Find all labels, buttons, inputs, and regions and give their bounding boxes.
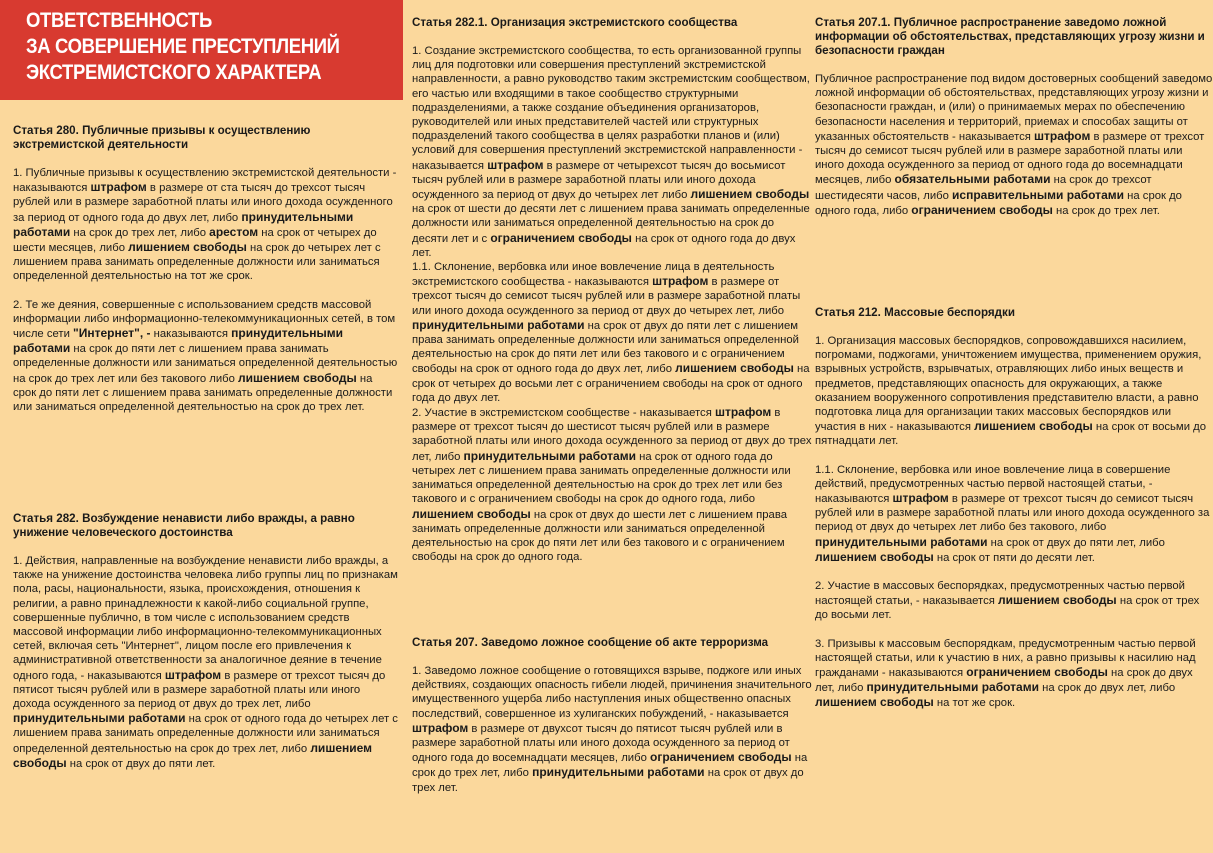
article-212: [815, 306, 1213, 725]
article-207: [412, 636, 812, 809]
banner-title-line: ОТВЕТСТВЕННОСТЬ: [26, 8, 212, 32]
header-banner: [0, 0, 403, 100]
article-280: [13, 124, 398, 428]
article-paragraph: 1. Заведомо ложное сообщение о готовящихся взрыве, поджоге или иных действиях, создающих опасность гибели людей, причинения значительного имущественного ущерба либо наступления иных общественно опасных последствий, совершенное из хулиганских побуждений, - наказывается штрафом в размере от двухсот тысяч до пятисот тысяч рублей или в размере заработной платы или иного дохода осужденного за период от одного года до восемнадцати месяцев, либо ограничением свободы на срок до трех лет, либо принудительными работами на срок от двух до трех лет.: [412, 665, 812, 794]
article-paragraph: 1.1. Склонение, вербовка или иное вовлечение лица в деятельность экстремистского сообщества - наказываются штрафом в размере от трехсот тысяч до семисот тысяч рублей или в размере заработной платы или иного дохода осужденного за период от двух до четырех лет, либо принудительными работами на срок от двух до пяти лет с лишением права занимать определенные должности или заниматься определенной деятельностью на срок до пяти лет или без такового и с ограничением свободы на срок от одного года до двух лет, либо лишением свободы на срок от четырех до восьми лет с ограничением свободы на срок от одного года до двух лет.: [412, 261, 810, 404]
article-282-1: [412, 16, 812, 564]
banner-title-line: ЭКСТРЕМИСТСКОГО ХАРАКТЕРА: [26, 60, 322, 84]
article-paragraph: 2. Те же деяния, совершенные с использованием средств массовой информации либо информационно-телекоммуникационных сетей, в том числе сети "Интернет", - наказываются принудительными работами на срок до пяти лет с лишением права занимать определенные должности или заниматься определенной деятельностью на срок до трех лет или без такового либо лишением свободы на срок до пяти лет с лишением права занимать определенные должности или заниматься определенной деятельностью на срок до трех лет.: [13, 298, 398, 414]
article-paragraph: 2. Участие в экстремистском сообществе - наказывается штрафом в размере от трехсот тысяч до шестисот тысяч рублей или в размере заработной платы или иного дохода осужденного за период от двух до трех лет, либо принудительными работами на срок от одного года до четырех лет с лишением права занимать определенные должности или заниматься определенной деятельностью на срок до трех лет или без такового и с ограничением свободы на срок до одного года, либо лишением свободы на срок от двух до шести лет с лишением права занимать определенные должности или заниматься определенной деятельностью на срок до пяти лет или без такового и с ограничением свободы на срок до одного года.: [412, 405, 812, 564]
article-paragraph: 3. Призывы к массовым беспорядкам, предусмотренным частью первой настоящей статьи, или к участию в них, а равно призывы к насилию над гражданами - наказываются ограничением свободы на срок до двух лет, либо принудительными работами на срок до двух лет, либо лишением свободы на тот же срок.: [815, 637, 1196, 710]
article-title: Статья 282. Возбуждение ненависти либо вражды, а равно унижение человеческого достоинства: [13, 512, 355, 539]
article-paragraph: 1. Организация массовых беспорядков, сопровождавшихся насилием, погромами, поджогами, уничтожением имущества, применением оружия, взрывных устройств, взрывчатых, отравляющих либо иных веществ и предметов, представляющих опасность для окружающих, а также оказанием вооруженного сопротивления представителю власти, а равно подготовка лица для организации таких массовых беспорядков или участия в них - наказываются лишением свободы на срок от восьми до пятнадцати лет.: [815, 335, 1207, 448]
article-207-1: [815, 16, 1213, 232]
article-title: Статья 207.1. Публичное распространение заведомо ложной информации об обстоятельствах, представляющих угрозу жизни и безопасности граждан: [815, 16, 1205, 57]
article-title: Статья 280. Публичные призывы к осуществлению экстремистской деятельности: [13, 124, 311, 151]
article-paragraph: 1. Создание экстремистского сообщества, то есть организованной группы лиц для подготовки или совершения преступлений экстремистской направленности, а равно руководство таким экстремистским сообществом, его частью или входящими в такое сообщество структурными подразделениями, а также создание объединения организаторов, руководителей или иных представителей частей или структурных подразделений такого сообщества в целях разработки планов и (или) условий для совершения преступлений экстремистской направленности - наказывается штрафом в размере от четырехсот тысяч до восьмисот тысяч рублей или в размере заработной платы или иного дохода осужденного за период от двух до четырех лет либо лишением свободы на срок от шести до десяти лет с лишением права занимать определенные должности или заниматься определенной деятельностью на срок до десяти лет и с ограничением свободы на срок от одного года до двух лет.: [412, 45, 810, 259]
article-paragraph: 1.1. Склонение, вербовка или иное вовлечение лица в совершение действий, предусмотренных частью первой настоящей статьи, - наказываются штрафом в размере от трехсот тысяч до семисот тысяч рублей или в размере заработной платы или иного дохода осужденного за период от двух до четырех лет либо без такового, либо принудительными работами на срок от двух до пяти лет, либо лишением свободы на срок от пяти до десяти лет.: [815, 463, 1210, 564]
article-paragraph: 1. Действия, направленные на возбуждение ненависти либо вражды, а также на унижение достоинства человека либо группы лиц по признакам пола, расы, национальности, языка, происхождения, отношения к религии, а равно принадлежности к какой-либо социальной группе, совершенные публично, в том числе с использованием средств массовой информации либо информационно-телекоммуникационных сетей, включая сеть "Интернет", лицом после его привлечения к административной ответственности за аналогичное деяние в течение одного года, - наказываются штрафом в размере от трехсот тысяч до пятисот тысяч рублей или в размере заработной платы или иного дохода осужденного за период от двух до трех лет, либо принудительными работами на срок от одного года до четырех лет с лишением права занимать определенные должности или заниматься определенной деятельностью на срок до трех лет, либо лишением свободы на срок от двух до пяти лет.: [13, 555, 398, 770]
article-title: Статья 207. Заведомо ложное сообщение об акте терроризма: [412, 636, 769, 649]
article-paragraph: Публичное распространение под видом достоверных сообщений заведомо ложной информации об обстоятельствах, представляющих угрозу жизни и безопасности граждан, и (или) о принимаемых мерах по обеспечению безопасности населения и территорий, приемах и способах защиты от указанных обстоятельств - наказывается штрафом в размере от трехсот тысяч до семисот тысяч рублей или в размере заработной платы или иного дохода осужденного за период от одного года до восемнадцати месяцев, либо обязательными работами на срок до трехсот шестидесяти часов, либо исправительными работами на срок до одного года, либо ограничением свободы на срок до трех лет.: [815, 73, 1213, 217]
banner-title-line: ЗА СОВЕРШЕНИЕ ПРЕСТУПЛЕНИЙ: [26, 34, 340, 58]
article-paragraph: 2. Участие в массовых беспорядках, предусмотренных частью первой настоящей статьи, - наказывается лишением свободы на срок от трех до восьми лет.: [815, 580, 1200, 622]
article-paragraph: 1. Публичные призывы к осуществлению экстремистской деятельности - наказываются штрафом в размере от ста тысяч до трехсот тысяч рублей или в размере заработной платы или иного дохода осужденного за период от одного года до двух лет, либо принудительными работами на срок до трех лет, либо арестом на срок от четырех до шести месяцев, либо лишением свободы на срок до четырех лет с лишением права занимать определенные должности или заниматься определенной деятельностью на тот же срок.: [13, 167, 397, 283]
article-282: [13, 512, 398, 785]
article-title: Статья 212. Массовые беспорядки: [815, 306, 1015, 319]
article-title: Статья 282.1. Организация экстремистского сообщества: [412, 16, 738, 29]
